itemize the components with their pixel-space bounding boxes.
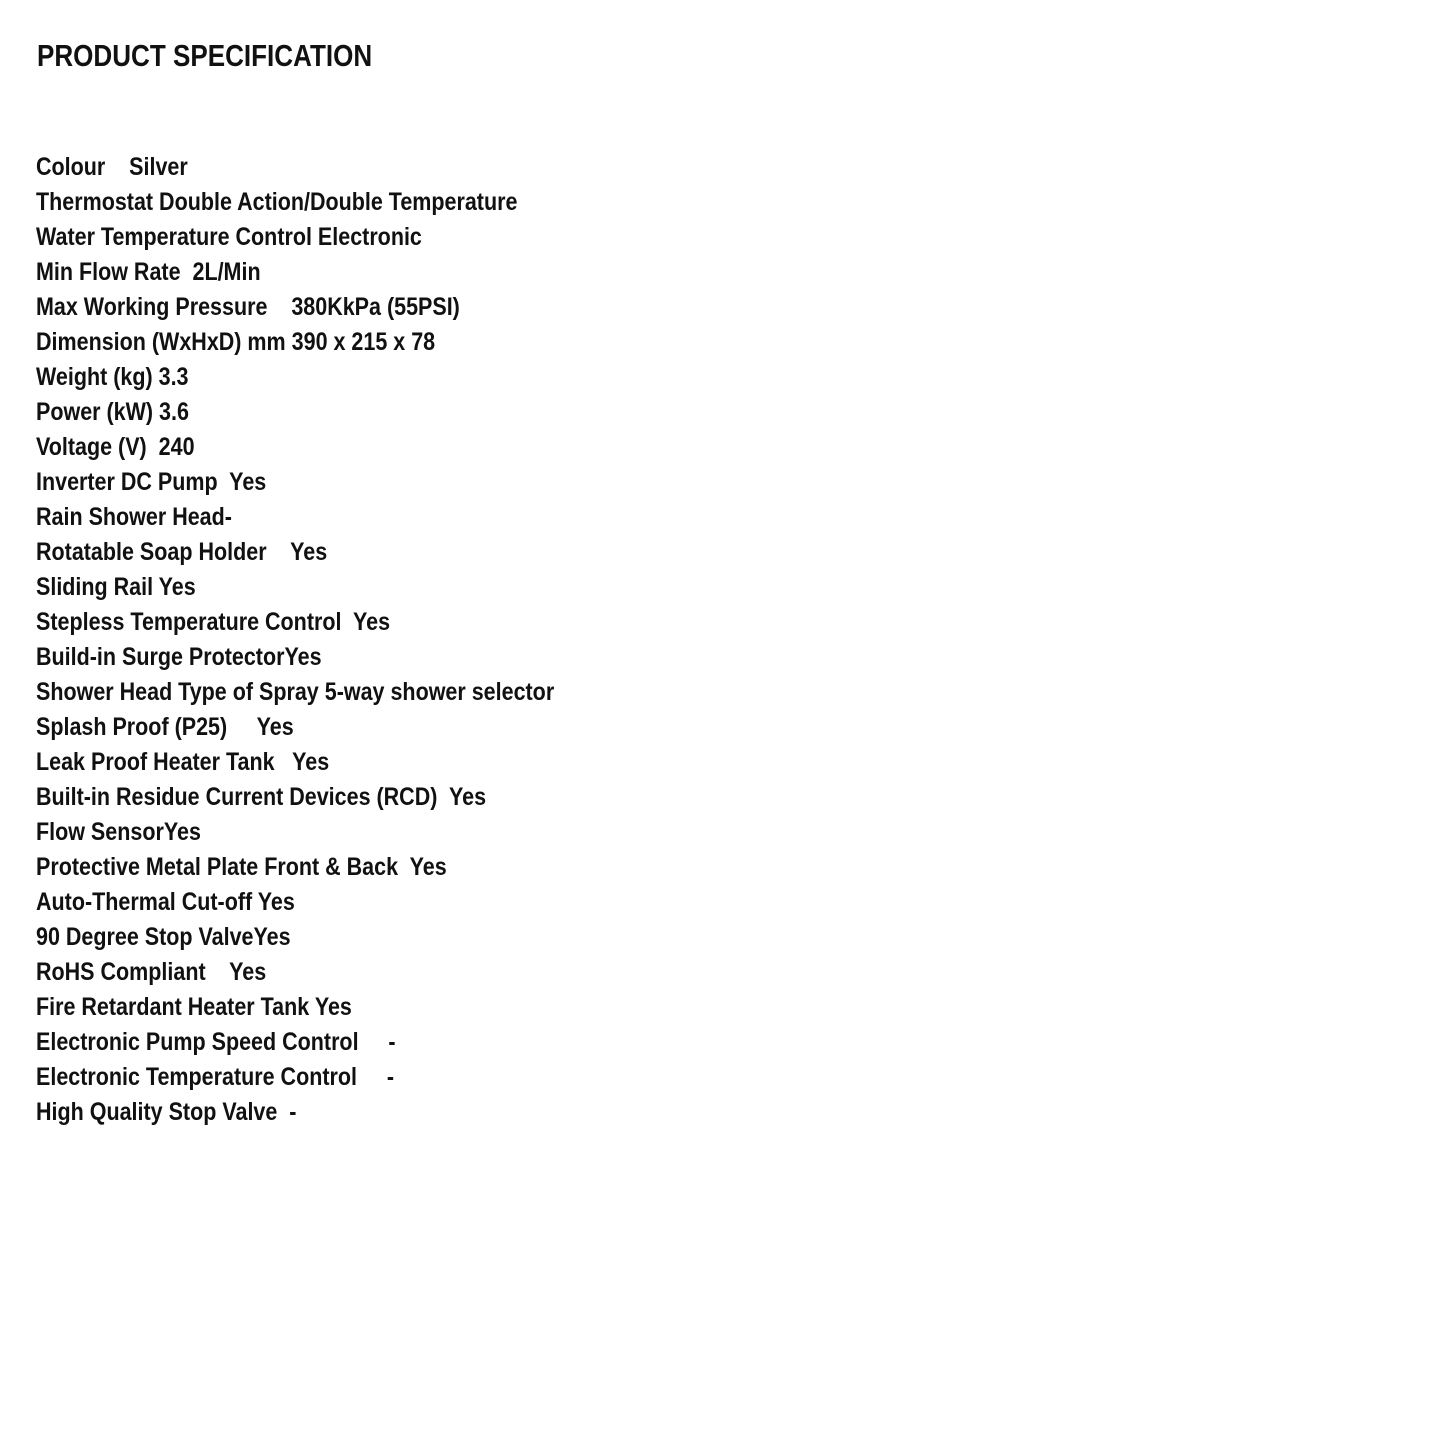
spec-row bbox=[36, 430, 810, 465]
spec-row bbox=[36, 150, 810, 185]
spec-gap bbox=[437, 783, 449, 811]
spec-label: Flow Sensor bbox=[36, 818, 164, 846]
spec-row bbox=[36, 465, 810, 500]
spec-gap bbox=[398, 853, 410, 881]
spec-label: Voltage (V) bbox=[36, 433, 147, 461]
spec-row bbox=[36, 395, 810, 430]
spec-row bbox=[36, 920, 810, 955]
spec-row bbox=[36, 605, 810, 640]
spec-value: Yes bbox=[257, 888, 295, 916]
spec-value: 380KkPa (55PSI) bbox=[291, 293, 460, 321]
spec-gap bbox=[357, 1063, 387, 1091]
spec-value: - bbox=[388, 1028, 396, 1056]
spec-label: Splash Proof (P25) bbox=[36, 713, 228, 741]
spec-value: - bbox=[289, 1098, 297, 1126]
spec-label: Dimension (WxHxD) mm bbox=[36, 328, 286, 356]
spec-row bbox=[36, 360, 810, 395]
spec-value: Yes bbox=[290, 538, 328, 566]
spec-value: Yes bbox=[353, 608, 391, 636]
spec-row bbox=[36, 640, 810, 675]
spec-value: - bbox=[386, 1063, 395, 1091]
spec-label: High Quality Stop Valve bbox=[36, 1098, 278, 1126]
spec-label: Rain Shower Head bbox=[36, 503, 225, 531]
spec-gap bbox=[341, 608, 353, 636]
spec-row bbox=[36, 220, 810, 255]
spec-row bbox=[36, 1095, 810, 1130]
spec-label: Fire Retardant Heater Tank bbox=[36, 993, 310, 1021]
spec-row bbox=[36, 745, 810, 780]
spec-label: Water Temperature Control bbox=[36, 223, 312, 251]
spec-label: Protective Metal Plate Front & Back bbox=[36, 853, 399, 881]
spec-label: Colour bbox=[36, 153, 106, 181]
spec-list bbox=[36, 150, 936, 1130]
spec-value: Silver bbox=[129, 153, 188, 181]
spec-label: Electronic Pump Speed Control bbox=[36, 1028, 359, 1056]
spec-row bbox=[36, 710, 810, 745]
spec-value: Electronic bbox=[317, 223, 422, 251]
spec-label: Power (kW) bbox=[36, 398, 154, 426]
spec-row bbox=[36, 185, 810, 220]
spec-label: RoHS Compliant bbox=[36, 958, 206, 986]
spec-value: 3.6 bbox=[159, 398, 189, 426]
spec-row bbox=[36, 500, 810, 535]
spec-value: Yes bbox=[163, 818, 201, 846]
spec-value: Yes bbox=[256, 713, 294, 741]
spec-value: 2L/Min bbox=[192, 258, 261, 286]
spec-label: 90 Degree Stop Valve bbox=[36, 923, 254, 951]
spec-gap bbox=[147, 433, 159, 461]
spec-label: Shower Head Type of Spray bbox=[36, 678, 319, 706]
spec-label: Built-in Residue Current Devices (RCD) bbox=[36, 783, 438, 811]
spec-row bbox=[36, 675, 810, 710]
spec-gap bbox=[267, 293, 291, 321]
spec-row bbox=[36, 570, 810, 605]
spec-row bbox=[36, 780, 810, 815]
spec-row bbox=[36, 290, 810, 325]
spec-row bbox=[36, 850, 810, 885]
spec-row bbox=[36, 990, 810, 1025]
spec-gap bbox=[359, 1028, 389, 1056]
spec-label: Thermostat bbox=[36, 188, 154, 216]
spec-row bbox=[36, 325, 810, 360]
spec-label: Leak Proof Heater Tank bbox=[36, 748, 275, 776]
spec-value: Yes bbox=[448, 783, 487, 811]
spec-gap bbox=[206, 958, 230, 986]
page-title: PRODUCT SPECIFICATION bbox=[37, 38, 373, 73]
spec-value: Double Action/Double Temperature bbox=[159, 188, 518, 216]
spec-label: Weight (kg) bbox=[36, 363, 153, 391]
spec-value: Yes bbox=[229, 958, 267, 986]
spec-gap bbox=[267, 538, 291, 566]
spec-label: Sliding Rail bbox=[36, 573, 154, 601]
spec-value: Yes bbox=[284, 643, 322, 671]
spec-label: Stepless Temperature Control bbox=[36, 608, 342, 636]
spec-label: Max Working Pressure bbox=[36, 293, 268, 321]
spec-gap bbox=[227, 713, 256, 741]
spec-value: 5-way shower selector bbox=[324, 678, 555, 706]
spec-value: 3.3 bbox=[158, 363, 189, 391]
spec-label: Inverter DC Pump bbox=[36, 468, 218, 496]
spec-row bbox=[36, 255, 810, 290]
spec-gap bbox=[277, 1098, 289, 1126]
spec-row bbox=[36, 815, 810, 850]
spec-value: Yes bbox=[229, 468, 267, 496]
spec-label: Electronic Temperature Control bbox=[36, 1063, 357, 1091]
spec-value: Yes bbox=[158, 573, 196, 601]
spec-value: Yes bbox=[253, 923, 291, 951]
spec-row bbox=[36, 955, 810, 990]
spec-row bbox=[36, 1025, 810, 1060]
spec-value: Yes bbox=[314, 993, 352, 1021]
spec-value: Yes bbox=[292, 748, 330, 776]
spec-label: Auto-Thermal Cut-off bbox=[36, 888, 253, 916]
spec-label: Min Flow Rate bbox=[36, 258, 181, 286]
spec-row bbox=[36, 535, 810, 570]
spec-gap bbox=[218, 468, 230, 496]
spec-row bbox=[36, 1060, 810, 1095]
spec-value: Yes bbox=[409, 853, 447, 881]
spec-value: 240 bbox=[158, 433, 195, 461]
spec-label: Rotatable Soap Holder bbox=[36, 538, 267, 566]
spec-row bbox=[36, 885, 810, 920]
spec-gap bbox=[105, 153, 129, 181]
spec-gap bbox=[181, 258, 193, 286]
spec-value: - bbox=[224, 503, 232, 531]
spec-value: 390 x 215 x 78 bbox=[291, 328, 436, 356]
spec-label: Build-in Surge Protector bbox=[36, 643, 285, 671]
spec-gap bbox=[275, 748, 293, 776]
